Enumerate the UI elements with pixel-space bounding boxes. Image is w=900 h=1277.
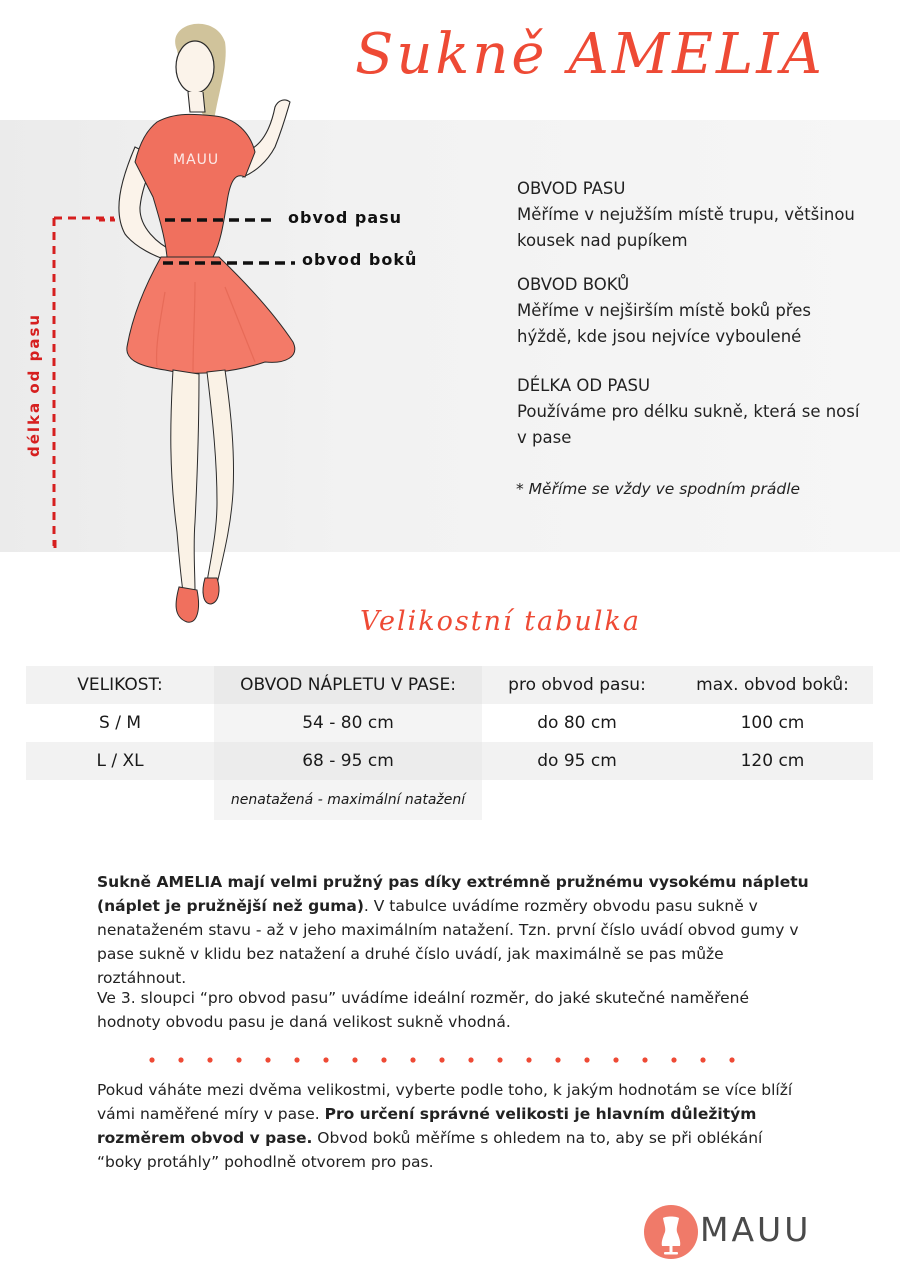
cell-size: S / M (99, 713, 141, 733)
info-paragraph-3-bold: Pro určení správné velikosti je hlavním důležitým rozměrem obvod v pase. (97, 1105, 757, 1147)
table-footnote: nenatažená - maximální natažení (214, 780, 482, 820)
header-size: VELIKOST: (77, 675, 163, 695)
page-title: Sukně AMELIA (355, 22, 825, 87)
length-label: délka od pasu (25, 312, 43, 458)
length-description (517, 373, 867, 451)
info-paragraph-1 (97, 870, 812, 990)
waist-label: obvod pasu (288, 208, 403, 227)
size-table (26, 666, 873, 820)
info-paragraph-1-text: . V tabulce uvádíme rozměry obvodu pasu sukně v nenataženém stavu - až v jeho maximálním natažení. Tzn. první číslo uvádí obvod gumy v pase sukně v klidu bez natažení a druhé číslo uvádí, jak maximálně se pas může roztáhnout. (97, 897, 799, 987)
waist-description-heading: OBVOD PASU (517, 179, 626, 198)
brand-logo-text: MAUU (700, 1210, 812, 1249)
waist-description (517, 176, 867, 254)
shirt-logo-text: MAUU (173, 152, 220, 168)
info-paragraph-3 (97, 1078, 812, 1174)
size-table-title: Velikostní tabulka (360, 606, 641, 637)
hips-description-text: Měříme v nejširším místě boků přes hýždě, kde jsou nejvíce vyboulené (517, 301, 811, 346)
hips-description-heading: OBVOD BOKŮ (517, 275, 630, 294)
header-waistband: OBVOD NÁPLETU V PASE: (214, 666, 482, 704)
cell-waistband: 68 - 95 cm (214, 742, 482, 780)
cell-waist: do 80 cm (537, 713, 617, 733)
hips-label: obvod boků (302, 250, 418, 269)
info-paragraph-3-text-a: Pokud váháte mezi dvěma velikostmi, vyberte podle toho, k jakým hodnotám se více blíží vámi naměřené míry v pase. (97, 1081, 793, 1123)
info-paragraph-3-text-b: Obvod boků měříme s ohledem na to, aby se při oblékání “boky protáhly” pohodlně otvorem pro pas. (97, 1129, 763, 1171)
table-row (26, 704, 873, 742)
header-hips: max. obvod boků: (696, 675, 849, 695)
cell-size: L / XL (96, 751, 144, 771)
size-table-header-row (26, 666, 873, 704)
table-row (26, 742, 873, 780)
hips-description (517, 272, 867, 350)
info-paragraph-2: Ve 3. sloupci “pro obvod pasu” uvádíme ideální rozměr, do jaké skutečné naměřené hodnoty obvodu pasu je daná velikost sukně vhodná. (97, 989, 750, 1031)
model-illustration (95, 12, 355, 642)
table-footnote-row (26, 780, 873, 820)
measuring-note: * Měříme se vždy ve spodním prádle (516, 480, 801, 498)
cell-waist: do 95 cm (537, 751, 617, 771)
length-guide-connector (54, 214, 114, 222)
info-paragraph-1-bold: Sukně AMELIA mají velmi pružný pas díky extrémně pružnému vysokému nápletu (náplet je pružnější než guma) (97, 873, 809, 915)
waist-description-text: Měříme v nejužším místě trupu, většinou kousek nad pupíkem (517, 205, 855, 250)
cell-hips: 120 cm (740, 751, 805, 771)
dotted-divider (148, 1055, 748, 1065)
dress-form-icon (643, 1204, 699, 1260)
cell-hips: 100 cm (740, 713, 805, 733)
length-description-heading: DÉLKA OD PASU (517, 376, 651, 395)
header-waist: pro obvod pasu: (508, 675, 646, 695)
length-guide-line (48, 210, 60, 550)
cell-waistband: 54 - 80 cm (214, 704, 482, 742)
length-guide-end (50, 540, 60, 548)
length-description-text: Používáme pro délku sukně, která se nosí v pase (517, 402, 860, 447)
